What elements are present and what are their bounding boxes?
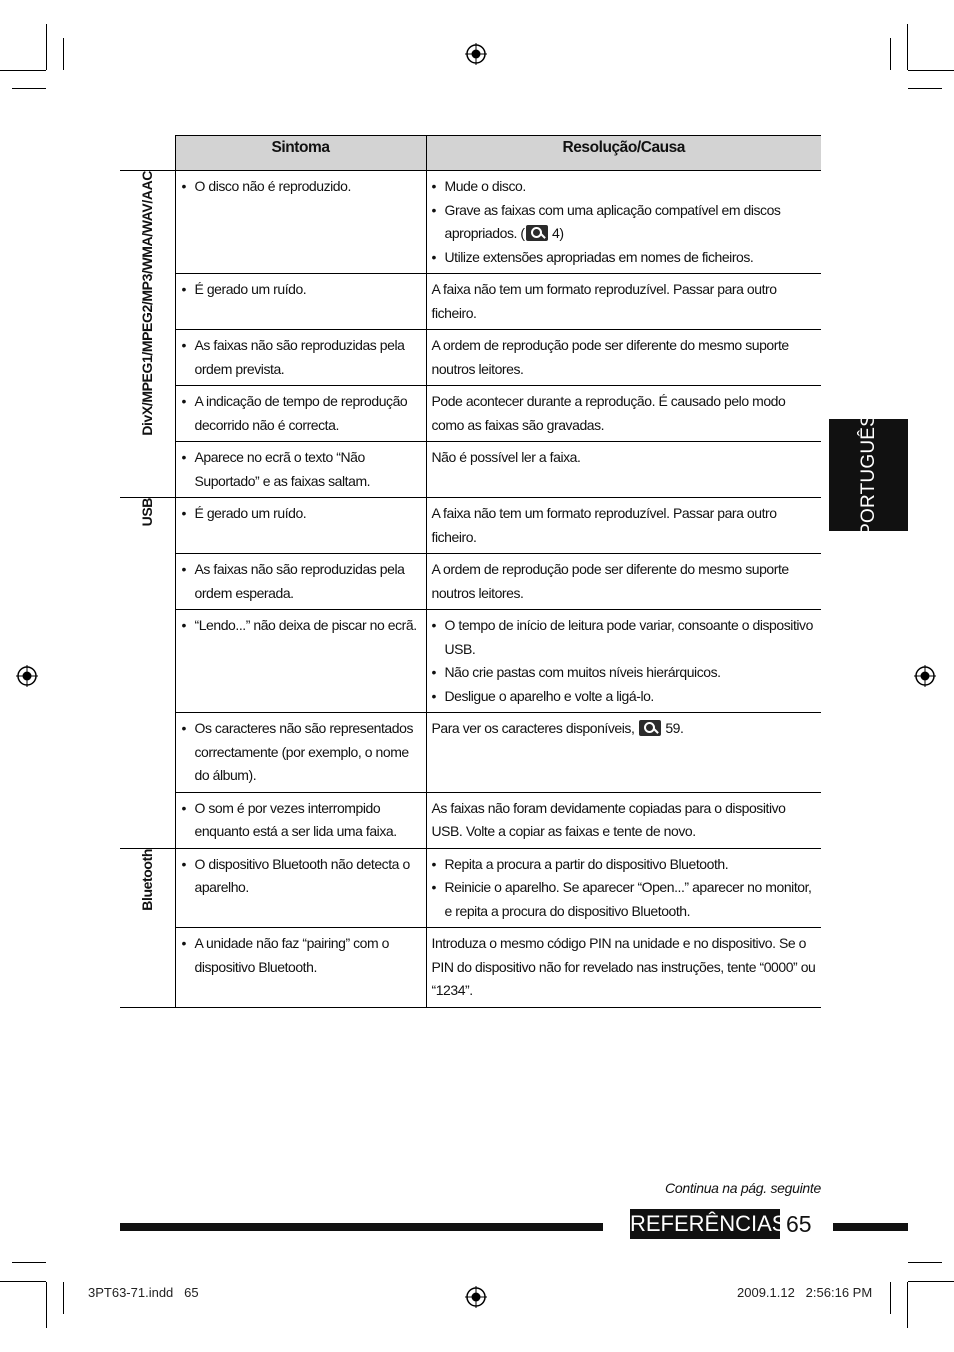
table-row [120, 848, 821, 928]
search-reference-icon [526, 225, 548, 241]
symptom-cell [175, 330, 426, 386]
symptom-cell [175, 792, 426, 848]
symptom-cell [175, 554, 426, 610]
symptom-item: • É gerado um ruído. [182, 278, 422, 302]
resolution-cell: A ordem de reprodução pode ser diferente do mesmo suporte noutros leitores. [426, 330, 821, 386]
symptom-cell [175, 498, 426, 554]
table-row [120, 330, 821, 386]
symptom-cell [175, 928, 426, 1008]
language-tab [829, 414, 908, 536]
table-row [120, 713, 821, 793]
crop-mark [63, 1282, 64, 1314]
symptom-item: • “Lendo...” não deixa de piscar no ecrã. [182, 614, 422, 638]
symptom-cell [175, 848, 426, 928]
resolution-cell: Introduza o mesmo código PIN na unidade e no dispositivo. Se o PIN do dispositivo não for revelado nas instruções, tente “0000” ou “1234”. [426, 928, 821, 1008]
table-row [120, 554, 821, 610]
resolution-item: • Mude o disco. [432, 175, 818, 199]
resolution-cell: A faixa não tem um formato reproduzível. Passar para outro ficheiro. [426, 274, 821, 330]
table-row [120, 498, 821, 554]
crop-mark [907, 24, 908, 70]
symptom-item: • As faixas não são reproduzidas pela ordem prevista. [182, 334, 422, 381]
resolution-item: • Utilize extensões apropriadas em nomes de ficheiros. [432, 246, 818, 270]
symptom-item: • A indicação de tempo de reprodução decorrido não é correcta. [182, 390, 422, 437]
category-label: USB [138, 498, 155, 527]
resolution-item: • Não crie pastas com muitos níveis hierárquicos. [432, 661, 818, 685]
resolution-text: Grave as faixas com uma aplicação compatível em discos apropriados. ( [444, 201, 781, 241]
header-resolution: Resolução/Causa [426, 136, 821, 171]
resolution-item: • O tempo de início de leitura pode variar, consoante o dispositivo USB. [432, 614, 818, 661]
crop-mark [908, 1281, 954, 1282]
category-cell [120, 171, 175, 498]
registration-mark-icon [465, 1286, 487, 1308]
resolution-cell: A faixa não tem um formato reproduzível. Passar para outro ficheiro. [426, 498, 821, 554]
resolution-item: • Repita a procura a partir do dispositivo Bluetooth. [432, 853, 818, 877]
table-row [120, 792, 821, 848]
resolution-cell [426, 848, 821, 928]
category-label: DivX/MPEG1/MPEG2/MP3/WMA/WAV/AAC [138, 171, 155, 436]
resolution-cell: Pode acontecer durante a reprodução. É causado pelo modo como as faixas são gravadas. [426, 386, 821, 442]
page-reference: 59. [665, 720, 684, 736]
table-row [120, 386, 821, 442]
registration-mark-icon [16, 665, 38, 687]
table-row [120, 442, 821, 498]
symptom-cell [175, 386, 426, 442]
symptom-item: • Os caracteres não são representados correctamente (por exemplo, o nome do álbum). [182, 717, 422, 788]
resolution-cell: Não é possível ler a faixa. [426, 442, 821, 498]
table-row [120, 610, 821, 713]
search-reference-icon [639, 720, 661, 736]
symptom-item: • É gerado um ruído. [182, 502, 422, 526]
crop-mark [908, 88, 942, 89]
registration-mark-icon [465, 43, 487, 65]
crop-mark [908, 70, 954, 71]
crop-mark [907, 1282, 908, 1328]
troubleshooting-table [120, 135, 821, 1008]
language-tab-label: PORTUGUÊS [857, 414, 879, 536]
continued-note: Continua na pág. seguinte [665, 1180, 821, 1196]
crop-mark [46, 1282, 47, 1328]
table-row [120, 274, 821, 330]
crop-mark [890, 1282, 891, 1314]
resolution-cell: As faixas não foram devidamente copiadas para o dispositivo USB. Volte a copiar as faixas e tente de novo. [426, 792, 821, 848]
footer-bar-right [833, 1223, 908, 1231]
crop-mark [12, 88, 46, 89]
symptom-item: • O dispositivo Bluetooth não detecta o aparelho. [182, 853, 422, 900]
symptom-item: • Aparece no ecrã o texto “Não Suportado” e as faixas saltam. [182, 446, 422, 493]
table-row [120, 171, 821, 274]
resolution-cell [426, 171, 821, 274]
category-cell [120, 498, 175, 849]
page-reference: 4) [552, 225, 564, 241]
table-header-row [120, 136, 821, 171]
crop-mark [12, 1262, 46, 1263]
header-symptom: Sintoma [175, 136, 426, 171]
crop-mark [890, 38, 891, 70]
resolution-cell [426, 610, 821, 713]
symptom-cell [175, 442, 426, 498]
category-cell [120, 848, 175, 1007]
symptom-item: • O som é por vezes interrompido enquanto está a ser lida uma faixa. [182, 797, 422, 844]
symptom-item: • O disco não é reproduzido. [182, 175, 422, 199]
resolution-cell: A ordem de reprodução pode ser diferente do mesmo suporte noutros leitores. [426, 554, 821, 610]
symptom-cell [175, 713, 426, 793]
resolution-text: Para ver os caracteres disponíveis, [431, 720, 635, 736]
symptom-cell [175, 274, 426, 330]
slug-date: 2009.1.12 2:56:16 PM [737, 1285, 873, 1300]
resolution-item [432, 199, 818, 246]
symptom-item: • As faixas não são reproduzidas pela ordem esperada. [182, 558, 422, 605]
table-row [120, 928, 821, 1008]
resolution-item: • Desligue o aparelho e volte a ligá-lo. [432, 685, 818, 709]
resolution-cell [426, 713, 821, 793]
category-label: Bluetooth [138, 848, 155, 911]
symptom-item: • A unidade não faz “pairing” com o dispositivo Bluetooth. [182, 932, 422, 979]
resolution-item: • Reinicie o aparelho. Se aparecer “Open...” aparecer no monitor, e repita a procura do dispositivo Bluetooth. [432, 876, 818, 923]
footer-bar-left [120, 1223, 603, 1231]
header-spacer [120, 136, 175, 171]
crop-mark [0, 1281, 46, 1282]
crop-mark [908, 1262, 942, 1263]
symptom-cell [175, 171, 426, 274]
crop-mark [0, 70, 46, 71]
page-number: 65 [786, 1211, 812, 1237]
crop-mark [46, 24, 47, 70]
symptom-cell [175, 610, 426, 713]
section-label: REFERÊNCIAS [630, 1209, 780, 1239]
slug-file: 3PT63-71.indd 65 [88, 1285, 199, 1300]
registration-mark-icon [914, 665, 936, 687]
crop-mark [63, 38, 64, 70]
